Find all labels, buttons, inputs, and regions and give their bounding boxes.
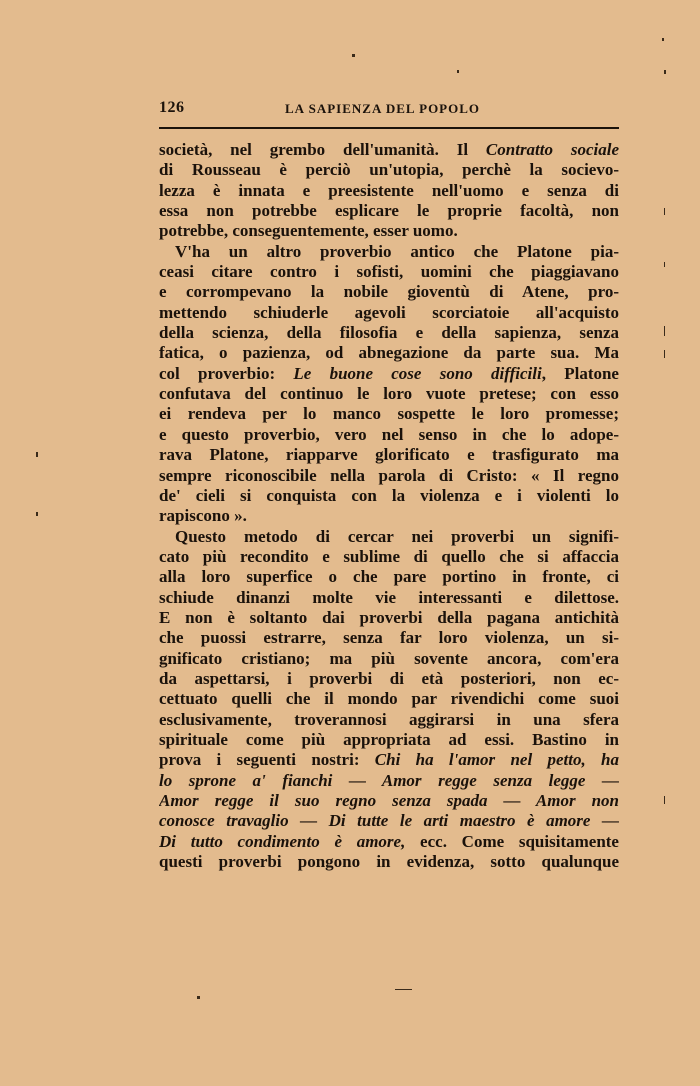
text-line: V'ha un altro proverbio antico che Platone pia-: [175, 241, 619, 261]
text-line: conosce travaglio — Di tutte le arti maestro è amore —: [159, 811, 619, 831]
text-line: da aspettarsi, i proverbi di età posteriori, non ec-: [159, 668, 619, 688]
scan-speck: [457, 70, 459, 73]
text-line: ei rendeva per lo manco sospette le loro promesse;: [159, 404, 619, 424]
text-line: e questo proverbio, vero nel senso in che lo adope-: [159, 424, 619, 444]
text-line: che puossi estrarre, senza far loro violenza, un si-: [159, 628, 619, 648]
text-line: spirituale come più appropriata ad essi. Bastino in: [159, 729, 619, 749]
text-line: questi proverbi pongono in evidenza, sotto qualunque: [159, 852, 619, 872]
text-line: confutava del continuo le loro vuote pretese; con esso: [159, 384, 619, 404]
scan-speck: [36, 452, 38, 457]
text-line: schiude dinanzi molte vie interessanti e dilettose.: [159, 587, 619, 607]
scan-speck: [664, 208, 665, 215]
text-line: Questo metodo di cercar nei proverbi un signifi-: [175, 526, 619, 546]
text-line: alla loro superfice o che pare portino in fronte, ci: [159, 567, 619, 587]
text-line: Amor regge il suo regno senza spada — Amor non: [159, 791, 619, 810]
page-number: 126: [159, 99, 185, 116]
text-line: essa non potrebbe esplicare le proprie facoltà, non: [159, 201, 619, 221]
scan-speck: [352, 54, 355, 57]
text-line: lezza è innata e preesistente nell'uomo e senza di: [159, 180, 619, 200]
text-line: potrebbe, conseguentemente, esser uomo.: [159, 221, 458, 241]
text-line: cato più recondito e sublime di quello che si affaccia: [159, 546, 619, 566]
header-rule: [159, 127, 619, 129]
running-title: LA SAPIENZA DEL POPOLO: [285, 101, 481, 116]
text-line: cettuato quelli che il mondo par rivendichi come suoi: [159, 689, 619, 709]
body-text: [159, 140, 619, 872]
scan-speck: [36, 512, 38, 516]
scan-speck: [395, 989, 412, 990]
text-line: esclusivamente, troverannosi aggirarsi in una sfera: [159, 709, 619, 729]
scan-speck: [664, 262, 665, 267]
scan-speck: [662, 38, 664, 41]
scan-speck: [197, 996, 200, 999]
text-line: lo sprone a' fianchi — Amor regge senza legge —: [159, 770, 619, 790]
text-line: de' cieli si conquista con la violenza e i violenti lo: [159, 485, 619, 505]
text-line: sempre riconoscibile nella parola di Cristo: « Il regno: [159, 465, 619, 485]
scan-speck: [664, 70, 666, 74]
text-line: ceasi citare contro i sofisti, uomini che piaggiavano: [159, 262, 619, 282]
text-line: mettendo schiuderle agevoli scorciatoie all'acquisto: [159, 302, 619, 322]
text-line: società, nel grembo dell'umanità. Il Contratto sociale: [159, 140, 619, 159]
text-line: col proverbio: Le buone cose sono difficili, Platone: [159, 363, 619, 383]
text-line: della scienza, della filosofia e della sapienza, senza: [159, 323, 619, 343]
text-line: prova i seguenti nostri: Chi ha l'amor nel petto, ha: [159, 750, 619, 770]
text-line: E non è soltanto dai proverbi della pagana antichità: [159, 607, 619, 627]
text-line: di Rousseau è perciò un'utopia, perchè la socievo-: [159, 160, 619, 180]
scan-speck: [664, 326, 665, 336]
text-line: rapiscono ».: [159, 506, 247, 526]
scan-speck: [664, 350, 665, 358]
text-line: Di tutto condimento è amore, ecc. Come squisitamente: [159, 831, 619, 851]
text-line: gnificato cristiano; ma più sovente ancora, com'era: [159, 648, 619, 668]
page-header: [159, 99, 619, 121]
text-line: fatica, o pazienza, od abnegazione da parte sua. Ma: [159, 343, 619, 363]
scan-speck: [664, 796, 665, 804]
text-line: rava Platone, riapparve glorificato e trasfigurato ma: [159, 445, 619, 465]
text-line: e corrompevano la nobile gioventù di Atene, pro-: [159, 282, 619, 302]
